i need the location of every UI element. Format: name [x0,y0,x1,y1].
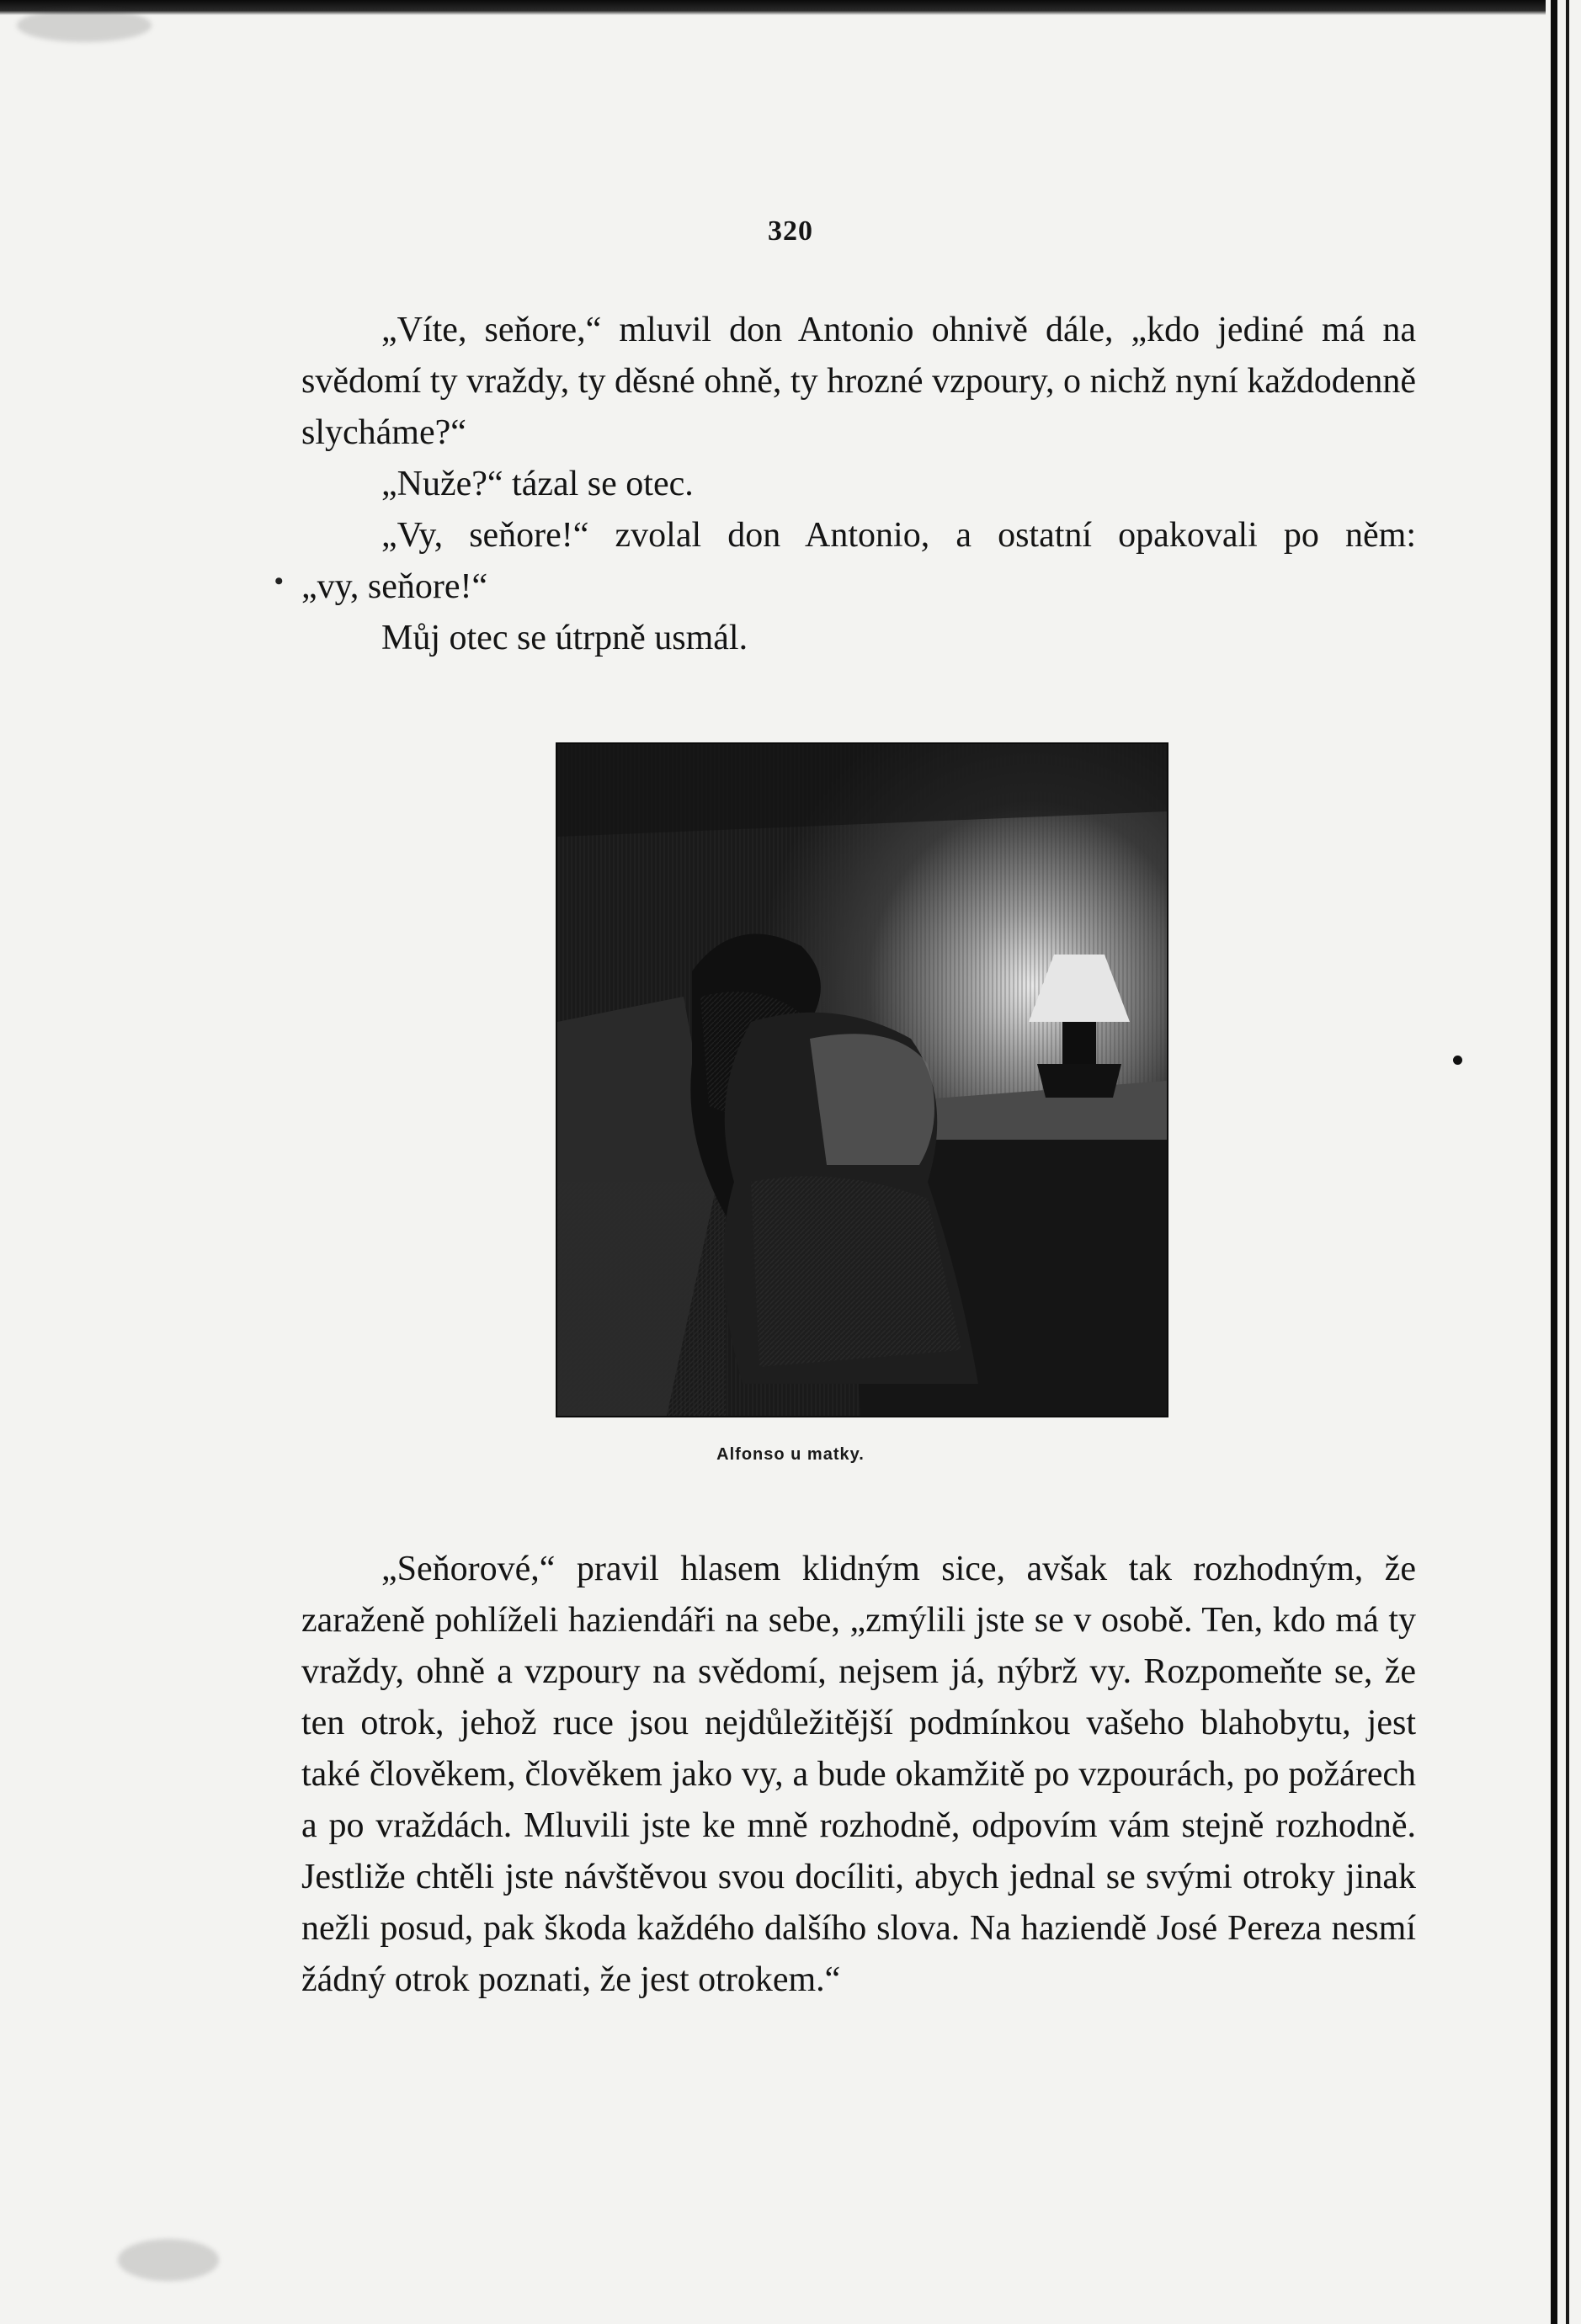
top-text-block [301,305,1416,664]
scan-right-edge [1546,0,1581,2324]
figure-highlight [810,1034,934,1165]
bottom-text-block [301,1544,1416,2006]
scan-smudge [118,2239,219,2281]
paragraph: „vy, seňore!“ [301,567,488,606]
armchair-pattern [557,1182,726,1416]
paragraph: „Nuže?“ tázal se otec. [381,465,694,503]
lamp-base [1037,1064,1121,1098]
scan-edge-line [1566,0,1569,2324]
paragraph: „Vy, seňore!“ zvolal don Antonio, a ostatní opakovali po něm: [381,516,1416,555]
engraving-illustration [557,744,1167,1416]
page-number: 320 [768,215,813,247]
illustration [556,742,1168,1417]
illustration-caption: Alfonso u matky. [716,1445,865,1464]
scan-edge-line [1551,0,1557,2324]
scan-smudge [17,8,152,42]
lamp-body [1062,1022,1096,1064]
paragraph: „Víte, seňore,“ mluvil don Antonio ohnivě dále, „kdo jediné má na svědomí ty vraždy, ty děsné ohně, ty hrozné vzpoury, o nichž nyní každodenně slycháme?“ [301,311,1416,452]
margin-mark: • [274,567,284,595]
paragraph: „Seňorové,“ pravil hlasem klidným sice, avšak tak rozhodným, že zaraženě pohlíželi haziendáři na sebe, „zmýlili jste se v osobě. Ten, kdo má ty vraždy, ohně a vzpoury na svědomí, nejsem já, nýbrž vy. Rozpomeňte se, že ten otrok, jehož ruce jsou nejdůležitější podmínkou vašeho blahobytu, jest také člověkem, člověkem jako vy, a bude okamžitě po vzpourách, po požárech a po vraždách. Mluvili jste ke mně rozhodně, odpovím vám stejně rozhodně. Jestliže chtěli jste návštěvou svou docíliti, abych jednal se svými otroky jinak nežli posud, pak škoda každého dalšího slova. Na haziendě José Pereza nesmí žádný otrok poznati, že jest otrokem.“ [301,1550,1416,1999]
scan-top-edge [0,0,1581,15]
ink-speck [1453,1056,1462,1065]
paragraph: Můj otec se útrpně usmál. [381,619,748,657]
